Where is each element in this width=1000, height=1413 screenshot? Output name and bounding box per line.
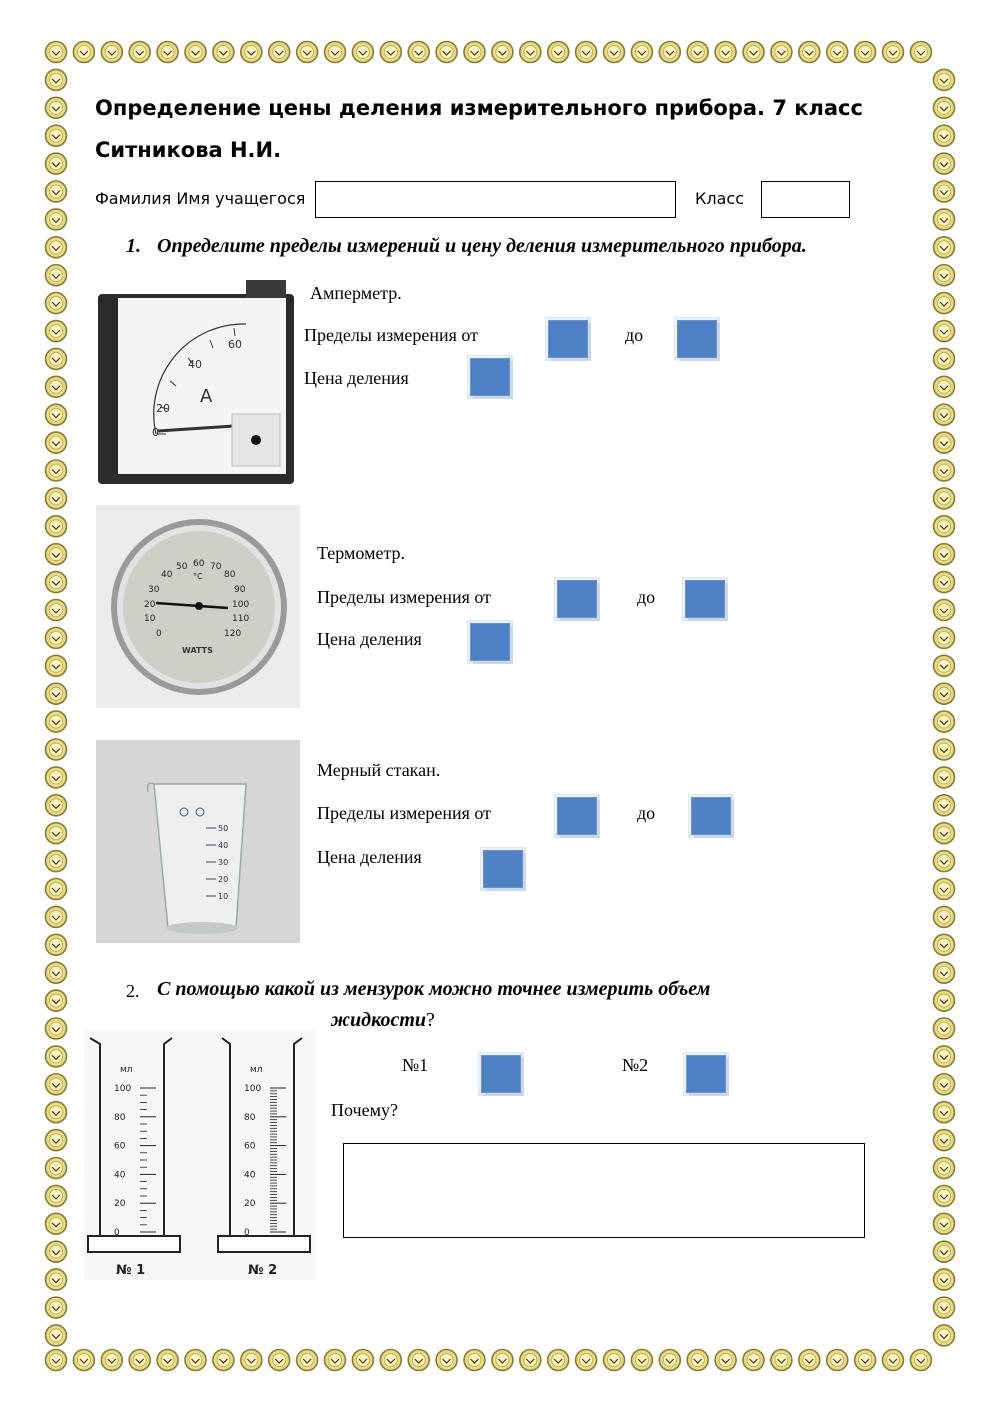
clock-icon	[934, 851, 955, 872]
clock-icon	[297, 1350, 318, 1371]
clock-icon	[631, 42, 652, 63]
cylinder-scale-label: 100	[114, 1084, 132, 1094]
clock-icon	[46, 1297, 67, 1318]
clock-icon	[46, 1213, 67, 1234]
thermo-scale-40: 40	[161, 570, 173, 580]
clock-icon	[380, 42, 401, 63]
cylinder-scale-label: 20	[244, 1199, 256, 1210]
clock-icon	[46, 1074, 67, 1095]
clock-icon	[157, 42, 178, 63]
cylinder-scale-label: 0	[244, 1228, 250, 1238]
beaker-from-box[interactable]	[557, 797, 597, 835]
clock-icon	[46, 516, 67, 537]
thermometer-division-box[interactable]	[470, 623, 510, 661]
clock-icon	[771, 42, 792, 63]
clock-icon	[576, 1350, 597, 1371]
clock-icon	[213, 1350, 234, 1371]
thermo-scale-80: 80	[224, 570, 236, 580]
clock-icon	[934, 432, 955, 453]
task1-question: Определите пределы измерений и цену деления измерительного прибора.	[157, 235, 807, 257]
thermo-scale-30: 30	[148, 585, 160, 595]
clock-icon	[46, 376, 67, 397]
clock-icon	[46, 1269, 67, 1290]
clock-icon	[934, 376, 955, 397]
clock-icon	[46, 293, 67, 314]
clock-icon	[715, 1350, 736, 1371]
clock-icon	[492, 1350, 513, 1371]
clock-icon	[687, 1350, 708, 1371]
clock-icon	[464, 1350, 485, 1371]
task1-number: 1.	[126, 235, 141, 257]
clock-icon	[46, 600, 67, 621]
clock-icon	[46, 879, 67, 900]
cyl1-label: № 1	[116, 1263, 146, 1278]
ammeter-scale-60: 60	[228, 338, 242, 351]
cyl1-unit: мл	[120, 1065, 133, 1075]
clock-icon	[46, 711, 67, 732]
cylinder-scale-label: 100	[244, 1084, 262, 1094]
clock-icon	[883, 42, 904, 63]
clock-icon	[46, 1102, 67, 1123]
clock-icon	[46, 69, 67, 90]
clock-icon	[46, 1241, 67, 1262]
clock-icon	[934, 1297, 955, 1318]
clock-icon	[934, 265, 955, 286]
beaker-division-label: Цена деления	[317, 847, 422, 867]
clock-icon	[46, 1158, 67, 1179]
clock-icon	[659, 1350, 680, 1371]
clock-icon	[46, 851, 67, 872]
why-label: Почему?	[331, 1100, 398, 1120]
cyl2-unit: мл	[250, 1065, 263, 1075]
clock-icon	[46, 990, 67, 1011]
cylinder-scale-label: 60	[244, 1141, 256, 1152]
clock-icon	[46, 823, 67, 844]
clock-icon	[934, 767, 955, 788]
ammeter-unit: A	[200, 386, 213, 407]
clock-icon	[46, 1325, 67, 1346]
clock-icon	[659, 42, 680, 63]
clock-icon	[46, 153, 67, 174]
thermo-scale-110: 110	[232, 614, 250, 624]
clock-icon	[883, 1350, 904, 1371]
clock-icon	[46, 1350, 67, 1371]
clock-icon	[934, 1241, 955, 1262]
class-input[interactable]	[761, 181, 850, 218]
option1-box[interactable]	[481, 1055, 521, 1093]
clock-icon	[827, 42, 848, 63]
clock-icon	[241, 42, 262, 63]
clock-icon	[743, 42, 764, 63]
thermometer-label: Термометр.	[317, 543, 406, 563]
clock-icon	[934, 1046, 955, 1067]
ammeter-scale-20: 20	[156, 402, 170, 415]
clock-icon	[934, 404, 955, 425]
clock-icon	[934, 1269, 955, 1290]
thermometer-division-label: Цена деления	[317, 629, 422, 649]
clock-icon	[46, 404, 67, 425]
beaker-scale-20: 20	[218, 875, 229, 884]
clock-icon	[129, 42, 150, 63]
clock-icon	[799, 42, 820, 63]
clock-icon	[46, 544, 67, 565]
clock-icon	[46, 181, 67, 202]
task2-question-line2: жидкости?	[331, 1009, 435, 1031]
clock-icon	[910, 42, 931, 63]
clock-icon	[46, 125, 67, 146]
clock-icon	[548, 42, 569, 63]
clock-icon	[325, 1350, 346, 1371]
clock-icon	[46, 209, 67, 230]
clock-icon	[934, 153, 955, 174]
clock-icon	[934, 627, 955, 648]
ammeter-from-box[interactable]	[548, 320, 588, 358]
clock-icon	[934, 1130, 955, 1151]
option1-label: №1	[402, 1055, 429, 1075]
clock-icon	[934, 237, 955, 258]
thermo-scale-70: 70	[210, 562, 222, 572]
thermo-unit: °C	[193, 572, 203, 581]
clock-icon	[934, 990, 955, 1011]
clock-icon	[73, 1350, 94, 1371]
beaker-to-box[interactable]	[691, 797, 731, 835]
clock-icon	[46, 1130, 67, 1151]
class-label: Класс	[695, 189, 744, 208]
thermo-scale-10: 10	[144, 614, 156, 624]
clock-icon	[934, 69, 955, 90]
clock-icon	[934, 97, 955, 118]
ammeter-label: Амперметр.	[310, 283, 402, 303]
ammeter-division-box[interactable]	[470, 358, 510, 396]
student-name-input[interactable]	[315, 181, 676, 218]
clock-icon	[73, 42, 94, 63]
clock-icon	[910, 1350, 931, 1371]
task2-number: 2.	[126, 981, 140, 1001]
clock-icon	[934, 795, 955, 816]
clock-icon	[352, 1350, 373, 1371]
option2-label: №2	[622, 1055, 649, 1075]
clock-icon	[934, 209, 955, 230]
clock-icon	[934, 293, 955, 314]
clock-icon	[46, 1185, 67, 1206]
clock-icon	[934, 572, 955, 593]
option2-box[interactable]	[686, 1055, 726, 1093]
cylinder-scale-label: 40	[114, 1170, 126, 1181]
clock-icon	[934, 1158, 955, 1179]
clock-icon	[101, 42, 122, 63]
cylinder-scale-label: 40	[244, 1170, 256, 1181]
clock-icon	[934, 1325, 955, 1346]
clock-icon	[934, 488, 955, 509]
author-name: Ситникова Н.И.	[95, 138, 282, 162]
clock-icon	[687, 42, 708, 63]
clock-icon	[934, 1102, 955, 1123]
clock-icon	[46, 265, 67, 286]
clock-icon	[129, 1350, 150, 1371]
clock-icon	[46, 1018, 67, 1039]
why-answer-input[interactable]	[343, 1143, 865, 1238]
clock-icon	[46, 460, 67, 481]
clock-icon	[46, 42, 67, 63]
clock-icon	[46, 627, 67, 648]
beaker-to-label: до	[637, 803, 656, 823]
beaker-scale-50: 50	[218, 824, 229, 833]
student-name-label: Фамилия Имя учащегося	[95, 189, 306, 208]
ammeter-to-label: до	[625, 325, 644, 345]
thermo-scale-100: 100	[232, 600, 250, 610]
clock-icon	[827, 1350, 848, 1371]
cylinder-scale-label: 80	[244, 1112, 256, 1123]
clock-icon	[548, 1350, 569, 1371]
clock-icon	[934, 934, 955, 955]
beaker-image	[96, 740, 300, 943]
thermo-scale-120: 120	[224, 629, 242, 639]
clock-icon	[185, 1350, 206, 1371]
clock-icon	[934, 823, 955, 844]
clock-icon	[934, 1185, 955, 1206]
thermo-scale-60: 60	[193, 559, 205, 569]
thermometer-to-box[interactable]	[685, 580, 725, 618]
clock-icon	[934, 516, 955, 537]
clock-icon	[46, 962, 67, 983]
clock-icon	[464, 42, 485, 63]
clock-icon	[352, 42, 373, 63]
clock-icon	[269, 42, 290, 63]
beaker-division-box[interactable]	[483, 850, 523, 888]
beaker-scale-40: 40	[218, 841, 229, 850]
ammeter-scale-40: 40	[188, 358, 202, 371]
clock-icon	[157, 1350, 178, 1371]
clock-icon	[934, 544, 955, 565]
cyl1-scale	[114, 1084, 156, 1238]
thermo-scale-0: 0	[156, 629, 162, 639]
clock-icon	[934, 711, 955, 732]
clock-icon	[576, 42, 597, 63]
clock-icon	[46, 934, 67, 955]
clock-icon	[743, 1350, 764, 1371]
clock-icon	[520, 42, 541, 63]
clock-icon	[101, 1350, 122, 1371]
thermo-brand: WATTS	[182, 646, 213, 655]
cyl2-scale	[244, 1084, 286, 1238]
clock-icon	[934, 321, 955, 342]
clock-icon	[46, 795, 67, 816]
clock-icon	[934, 906, 955, 927]
clock-icon	[771, 1350, 792, 1371]
clock-icon	[241, 1350, 262, 1371]
cylinders-image	[84, 1030, 316, 1280]
ammeter-scale-0: 0	[152, 426, 159, 439]
clock-icon	[855, 42, 876, 63]
clock-icon	[934, 739, 955, 760]
clock-icon	[934, 181, 955, 202]
clock-icon	[934, 460, 955, 481]
clock-icon	[604, 42, 625, 63]
beaker-scale-10: 10	[218, 892, 229, 901]
clock-icon	[934, 1018, 955, 1039]
clock-icon	[185, 42, 206, 63]
clock-icon	[213, 42, 234, 63]
clock-icon	[46, 739, 67, 760]
thermo-scale-50: 50	[176, 562, 188, 572]
clock-icon	[436, 1350, 457, 1371]
page-title: Определение цены деления измерительного прибора. 7 класс	[95, 96, 863, 120]
thermometer-to-label: до	[637, 587, 656, 607]
thermo-scale-20: 20	[144, 600, 156, 610]
clock-icon	[934, 600, 955, 621]
clock-icon	[46, 572, 67, 593]
ammeter-division-label: Цена деления	[304, 368, 409, 388]
ammeter-limits-label: Пределы измерения от	[304, 325, 479, 345]
beaker-label: Мерный стакан.	[317, 760, 441, 780]
thermo-scale-90: 90	[234, 585, 246, 595]
clock-icon	[46, 906, 67, 927]
cyl2-label: № 2	[248, 1263, 278, 1278]
thermometer-image	[96, 505, 300, 708]
thermometer-limits-label: Пределы измерения от	[317, 587, 492, 607]
clock-icon	[934, 348, 955, 369]
clock-icon	[46, 97, 67, 118]
clock-icon	[269, 1350, 290, 1371]
clock-icon	[46, 348, 67, 369]
clock-icon	[934, 1074, 955, 1095]
cylinder-scale-label: 80	[114, 1112, 126, 1123]
clock-icon	[46, 767, 67, 788]
thermometer-from-box[interactable]	[557, 580, 597, 618]
ammeter-to-box[interactable]	[677, 320, 717, 358]
clock-icon	[46, 432, 67, 453]
clock-icon	[934, 125, 955, 146]
clock-icon	[408, 1350, 429, 1371]
clock-icon	[520, 1350, 541, 1371]
ammeter-image	[96, 276, 300, 488]
clock-icon	[855, 1350, 876, 1371]
clock-icon	[934, 1213, 955, 1234]
clock-icon	[799, 1350, 820, 1371]
clock-icon	[325, 42, 346, 63]
beaker-scale-30: 30	[218, 858, 229, 867]
clock-icon	[46, 655, 67, 676]
clock-icon	[492, 42, 513, 63]
clock-icon	[46, 321, 67, 342]
clock-icon	[46, 683, 67, 704]
clock-icon	[297, 42, 318, 63]
clock-icon	[408, 42, 429, 63]
clock-icon	[934, 655, 955, 676]
clock-icon	[934, 879, 955, 900]
clock-icon	[380, 1350, 401, 1371]
clock-icon	[934, 962, 955, 983]
clock-icon	[46, 1046, 67, 1067]
clock-icon	[46, 237, 67, 258]
cylinder-scale-label: 20	[114, 1199, 126, 1210]
beaker-limits-label: Пределы измерения от	[317, 803, 492, 823]
clock-icon	[604, 1350, 625, 1371]
cylinder-scale-label: 60	[114, 1141, 126, 1152]
clock-icon	[436, 42, 457, 63]
task2-question-line1: С помощью какой из мензурок можно точнее измерить объем	[157, 978, 711, 1000]
clock-icon	[715, 42, 736, 63]
clock-icon	[46, 488, 67, 509]
clock-icon	[631, 1350, 652, 1371]
clock-icon	[934, 683, 955, 704]
cylinder-scale-label: 0	[114, 1228, 120, 1238]
